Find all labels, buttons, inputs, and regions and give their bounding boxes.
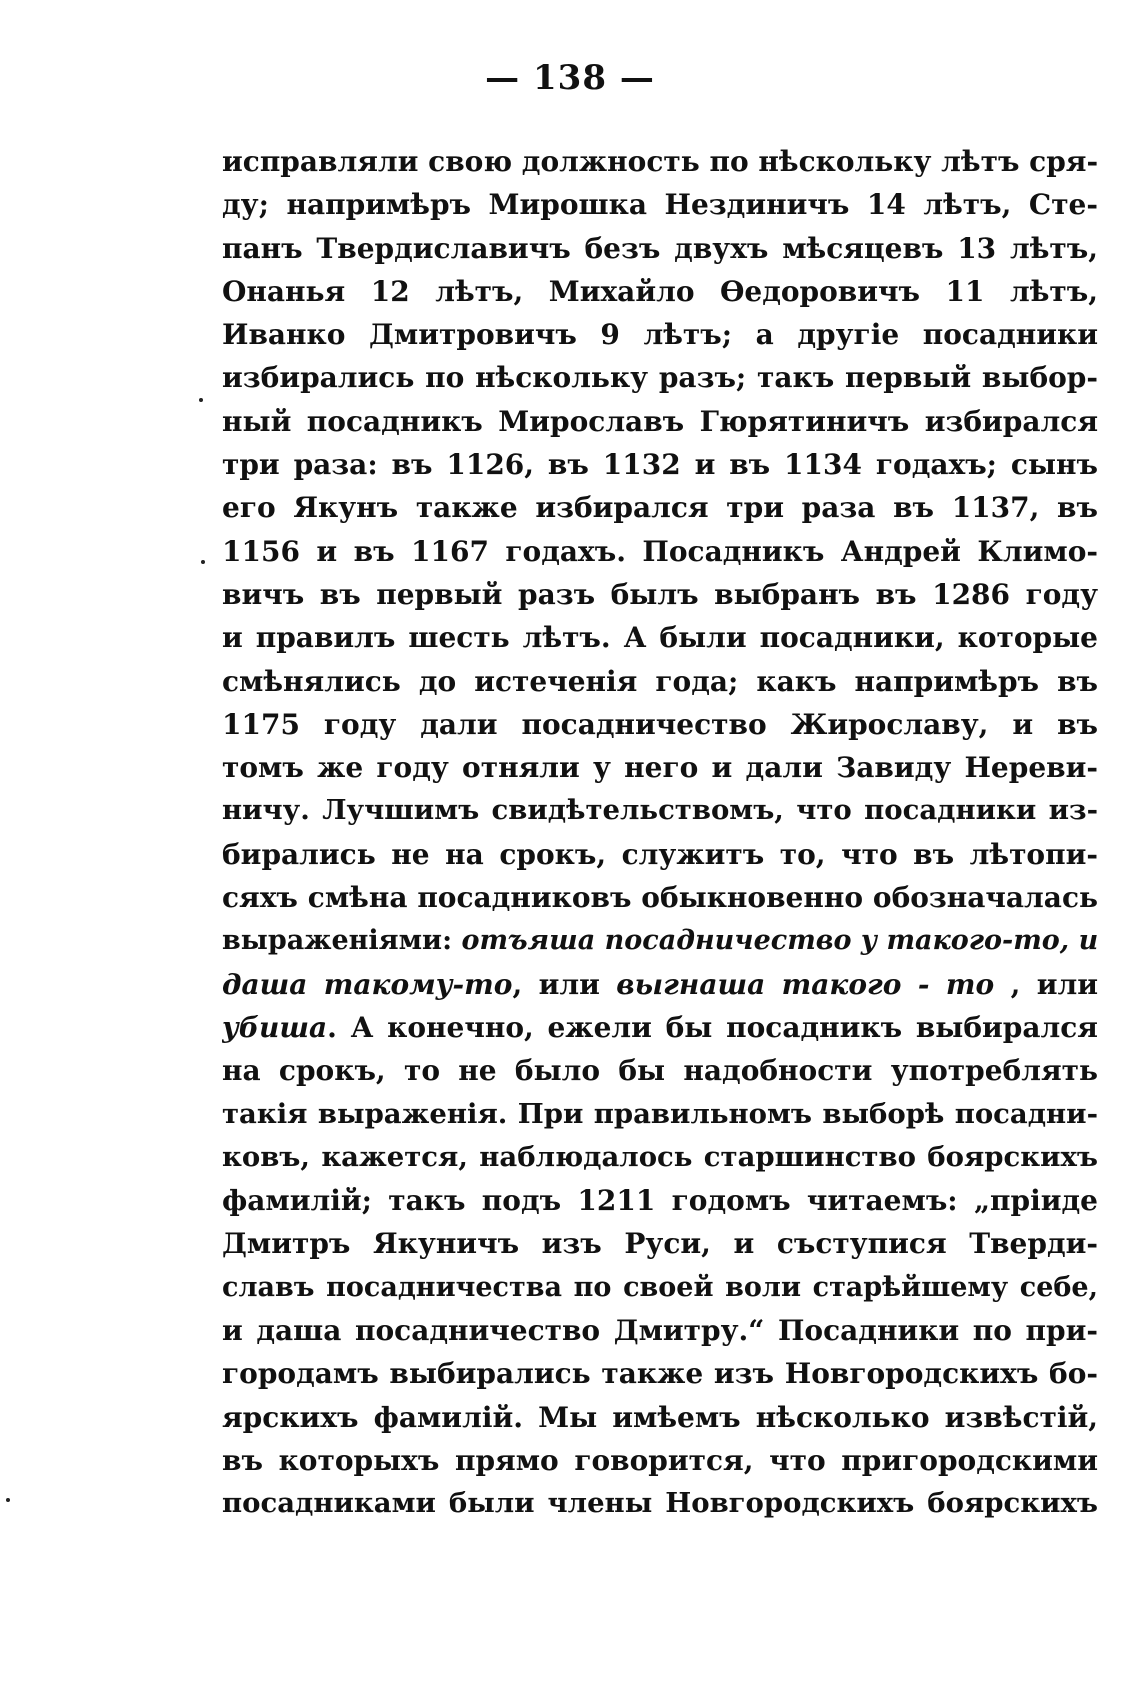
text-run: городамъ выбирались также изъ Новгородскихъ бо- xyxy=(222,1357,1098,1391)
text-line xyxy=(222,227,1098,270)
text-run: . А конечно, ежели бы посадникъ выбирался xyxy=(327,1010,1098,1044)
italic-text: отъяша посадничество у такого-то, и xyxy=(461,925,1098,957)
text-line xyxy=(222,789,1098,832)
text-run: ду; напримѣръ Мирошка Нездиничъ 14 лѣтъ, Сте- xyxy=(222,188,1098,222)
italic-text: выгнаша такого - то xyxy=(616,967,995,1001)
text-line xyxy=(222,1396,1098,1439)
text-run: его Якунъ также избирался три раза въ 1137, въ xyxy=(222,491,1098,525)
text-line xyxy=(222,963,1098,1006)
print-speck xyxy=(6,1498,10,1502)
text-line xyxy=(222,616,1098,659)
italic-text: убиша xyxy=(222,1010,328,1044)
text-line xyxy=(222,1222,1098,1265)
text-line xyxy=(222,1439,1098,1482)
text-run: бирались не на срокъ, служитъ то, что въ лѣтопи- xyxy=(222,837,1098,871)
text-run: сяхъ смѣна посадниковъ обыкновенно обозначалась xyxy=(222,881,1098,915)
text-line xyxy=(222,1482,1098,1525)
text-run: въ которыхъ прямо говорится, что пригородскими xyxy=(222,1443,1098,1477)
text-line xyxy=(222,1309,1098,1352)
print-speck xyxy=(199,398,203,402)
text-run: ярскихъ фамилій. Мы имѣемъ нѣсколько извѣстій, xyxy=(222,1400,1098,1434)
text-run: , или xyxy=(512,967,617,1001)
text-run: , или xyxy=(994,967,1098,1001)
text-line xyxy=(222,876,1098,919)
text-line xyxy=(222,833,1098,876)
text-run: посадниками были члены Новгородскихъ боярскихъ xyxy=(222,1487,1098,1520)
text-line xyxy=(222,660,1098,703)
text-line xyxy=(222,530,1098,573)
text-run: 1175 году дали посадничество Жирославу, и въ xyxy=(222,707,1098,741)
text-line xyxy=(222,443,1098,486)
text-run: Иванко Дмитровичъ 9 лѣтъ; а другіе посадники xyxy=(222,318,1098,352)
text-line xyxy=(222,1136,1098,1179)
text-run: томъ же году отняли у него и дали Завиду Нереви- xyxy=(222,751,1098,785)
text-run: ничу. Лучшимъ свидѣтельствомъ, что посадники из- xyxy=(222,794,1098,827)
text-line xyxy=(222,140,1098,183)
text-line xyxy=(222,1006,1098,1049)
text-run: Онанья 12 лѣтъ, Михайло Ѳедоровичъ 11 лѣтъ, xyxy=(222,274,1098,308)
text-run: исправляли свою должность по нѣскольку лѣтъ сря- xyxy=(222,145,1098,178)
text-line xyxy=(222,1266,1098,1309)
text-run: 1156 и въ 1167 годахъ. Посадникъ Андрей Климо- xyxy=(222,534,1098,568)
text-run: избирались по нѣскольку разъ; такъ первый выбор- xyxy=(222,361,1098,395)
text-run: ковъ, кажется, наблюдалось старшинство боярскихъ xyxy=(222,1140,1098,1173)
text-run: такія выраженія. При правильномъ выборѣ посадни- xyxy=(222,1097,1098,1130)
text-run: фамилій; такъ подъ 1211 годомъ читаемъ: „пріиде xyxy=(222,1184,1098,1218)
text-line xyxy=(222,746,1098,789)
page-number: — 138 — xyxy=(485,58,655,98)
text-run: выраженіями: xyxy=(222,925,462,957)
text-line xyxy=(222,313,1098,356)
text-line xyxy=(222,400,1098,443)
text-line xyxy=(222,1179,1098,1222)
text-line xyxy=(222,1093,1098,1136)
text-line xyxy=(222,1352,1098,1395)
text-line xyxy=(222,573,1098,616)
text-run: панъ Твердиславичъ безъ двухъ мѣсяцевъ 13 лѣтъ, xyxy=(222,231,1098,265)
text-line xyxy=(222,919,1098,962)
text-line xyxy=(222,270,1098,313)
body-text xyxy=(222,140,1098,1526)
text-run: и даша посадничество Дмитру.“ Посадники по при- xyxy=(222,1314,1098,1348)
text-run: Дмитръ Якуничъ изъ Руси, и съступися Тверди- xyxy=(222,1227,1098,1261)
text-line xyxy=(222,356,1098,399)
text-line xyxy=(222,486,1098,529)
text-run: вичъ въ первый разъ былъ выбранъ въ 1286 году xyxy=(222,577,1098,611)
text-run: и правилъ шесть лѣтъ. А были посадники, которые xyxy=(222,621,1098,655)
text-run: ный посадникъ Мирославъ Гюрятиничъ избирался xyxy=(222,404,1098,438)
text-run: три раза: въ 1126, въ 1132 и въ 1134 годахъ; сынъ xyxy=(222,448,1098,482)
print-speck xyxy=(201,560,205,564)
text-line xyxy=(222,183,1098,226)
text-run: славъ посадничества по своей воли старѣйшему себе, xyxy=(222,1271,1098,1303)
text-line xyxy=(222,1049,1098,1092)
italic-text: даша такому-то xyxy=(222,967,513,1001)
text-line xyxy=(222,703,1098,746)
text-run: на срокъ, то не было бы надобности употреблять xyxy=(222,1054,1098,1088)
text-run: смѣнялись до истеченія года; какъ напримѣръ въ xyxy=(222,664,1098,698)
